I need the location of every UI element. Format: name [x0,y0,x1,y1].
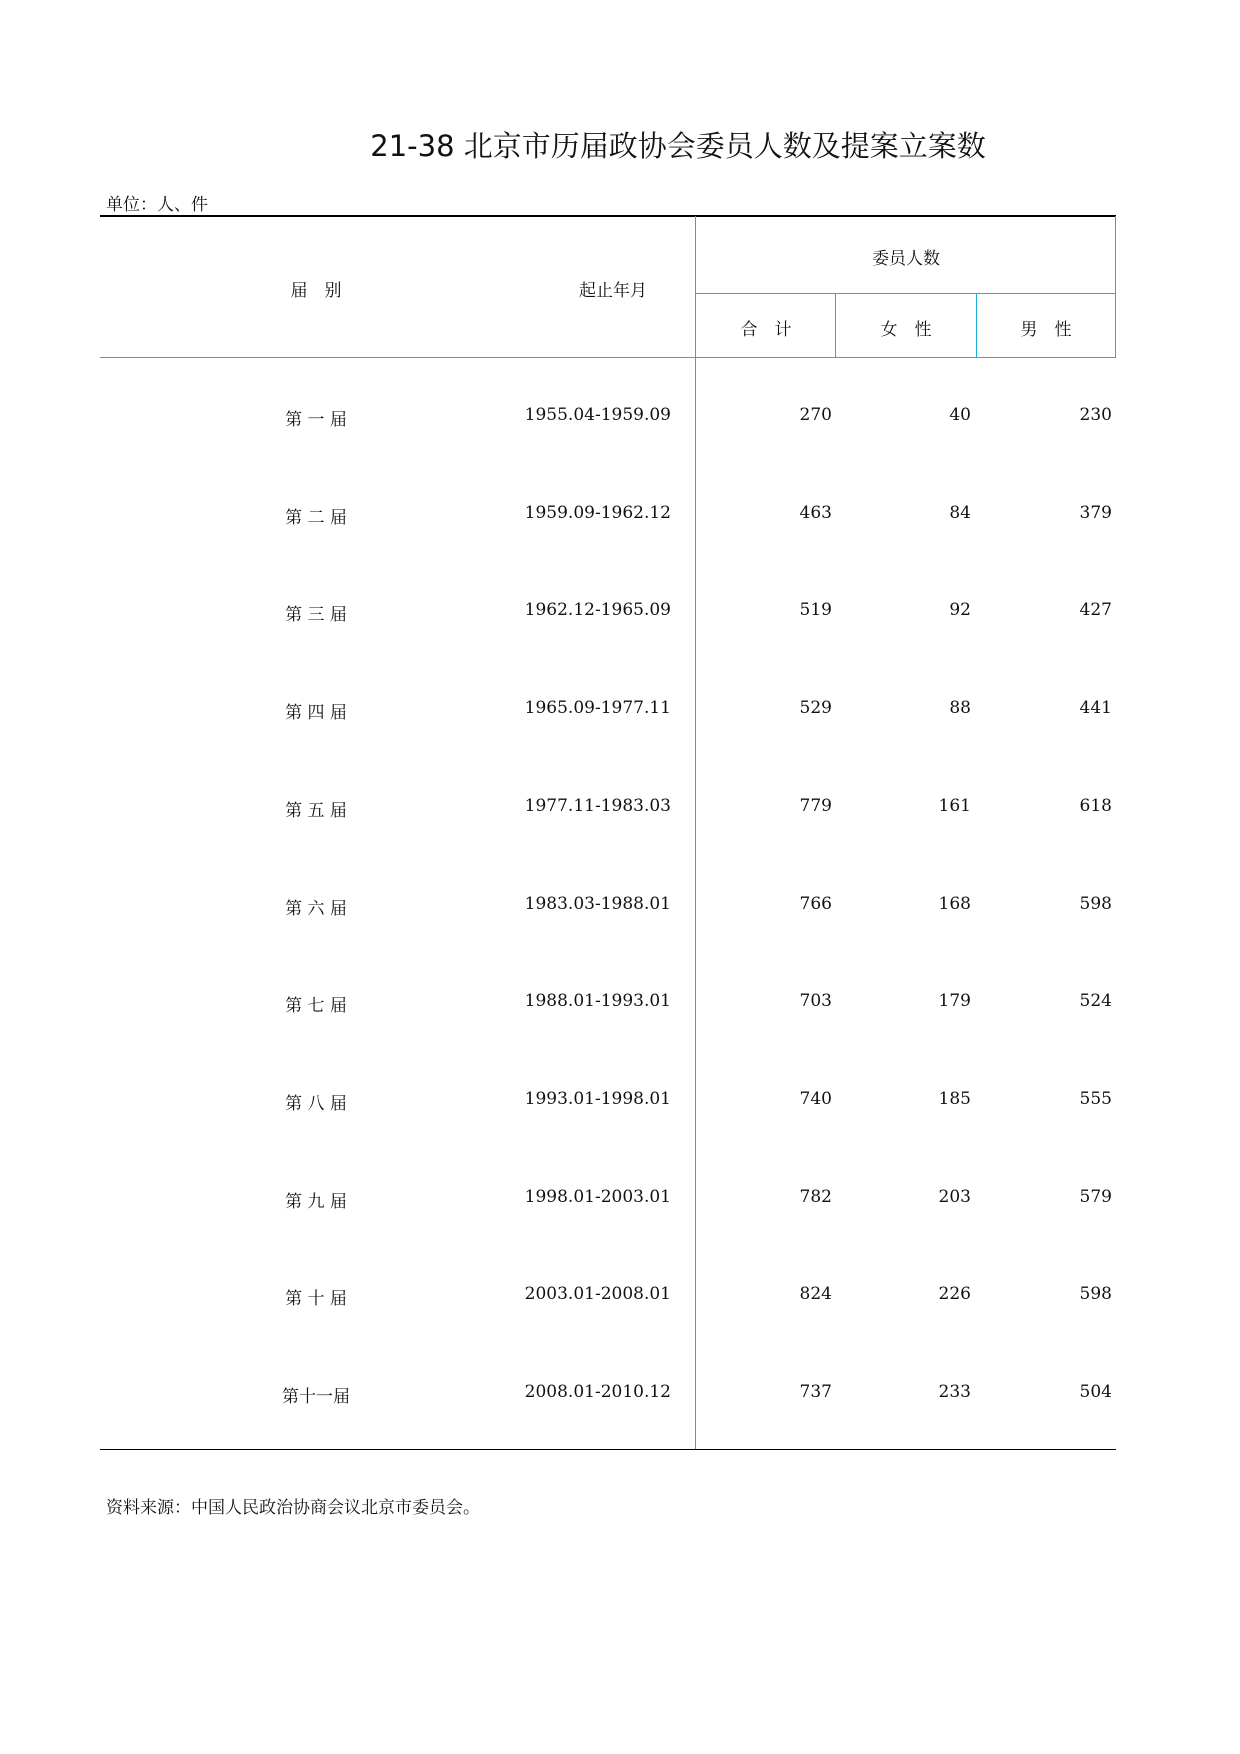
header-right-border [1115,216,1116,357]
row-total: 737 [799,1382,832,1402]
row-male: 379 [1079,502,1112,523]
row-total: 270 [799,405,832,425]
row-female: 88 [949,698,971,719]
row-male: 618 [1079,795,1112,816]
row-female: 179 [938,991,971,1012]
header-female: 女 性 [880,320,932,340]
row-term: 第 五 届 [285,800,347,821]
row-total: 519 [799,600,832,621]
header-period: 起止年月 [579,281,647,301]
column-divider [695,216,696,1449]
row-total: 824 [799,1284,832,1305]
bottom-rule [100,1449,1116,1450]
row-total: 782 [799,1186,832,1207]
row-male: 524 [1079,991,1112,1012]
row-total: 463 [799,502,832,523]
page-title: 21-38 北京市历届政协会委员人数及提案立案数 [370,129,986,163]
row-total: 703 [799,991,832,1012]
subheader-rule [695,293,1116,294]
row-term: 第十一届 [282,1387,350,1407]
row-term: 第 九 届 [285,1191,347,1212]
row-period: 1998.01-2003.01 [524,1186,671,1207]
row-total: 529 [799,698,832,719]
row-total: 740 [799,1088,832,1109]
row-period: 1955.04-1959.09 [524,405,671,425]
row-male: 441 [1079,698,1112,719]
row-term: 第 八 届 [285,1093,347,1114]
row-period: 2003.01-2008.01 [524,1284,671,1305]
row-term: 第 七 届 [285,996,347,1017]
row-female: 185 [938,1088,971,1109]
row-male: 555 [1079,1088,1112,1109]
row-period: 1993.01-1998.01 [524,1088,671,1109]
row-male: 598 [1079,893,1112,914]
top-rule [100,215,1116,217]
row-period: 1988.01-1993.01 [524,991,671,1012]
row-total: 766 [799,893,832,914]
row-male: 504 [1079,1382,1112,1402]
row-female: 233 [938,1382,971,1402]
row-female: 40 [949,405,971,425]
row-term: 第 一 届 [285,410,347,430]
row-term: 第 四 届 [285,703,347,724]
row-total: 779 [799,795,832,816]
row-term: 第 三 届 [285,605,347,626]
row-period: 1977.11-1983.03 [524,795,671,816]
row-period: 1959.09-1962.12 [524,502,671,523]
row-term: 第 二 届 [285,507,347,528]
source-note: 资料来源：中国人民政治协商会议北京市委员会。 [106,1498,480,1518]
row-male: 230 [1079,405,1112,425]
row-female: 168 [938,893,971,914]
header-bottom-rule [100,357,1116,358]
header-term: 届 别 [290,281,342,301]
row-female: 84 [949,502,971,523]
row-period: 2008.01-2010.12 [524,1382,671,1402]
subheader-divider-2 [976,293,977,357]
row-female: 226 [938,1284,971,1305]
header-male: 男 性 [1020,320,1072,340]
row-male: 579 [1079,1186,1112,1207]
row-term: 第 十 届 [285,1289,347,1310]
row-female: 92 [949,600,971,621]
row-term: 第 六 届 [285,898,347,919]
row-female: 203 [938,1186,971,1207]
row-female: 161 [938,795,971,816]
subheader-divider-1 [835,293,836,357]
header-total: 合 计 [740,320,792,340]
row-period: 1983.03-1988.01 [524,893,671,914]
row-male: 598 [1079,1284,1112,1305]
row-male: 427 [1079,600,1112,621]
row-period: 1962.12-1965.09 [524,600,671,621]
header-members: 委员人数 [872,249,940,269]
unit-label: 单位：人、件 [106,195,208,215]
row-period: 1965.09-1977.11 [524,698,671,719]
